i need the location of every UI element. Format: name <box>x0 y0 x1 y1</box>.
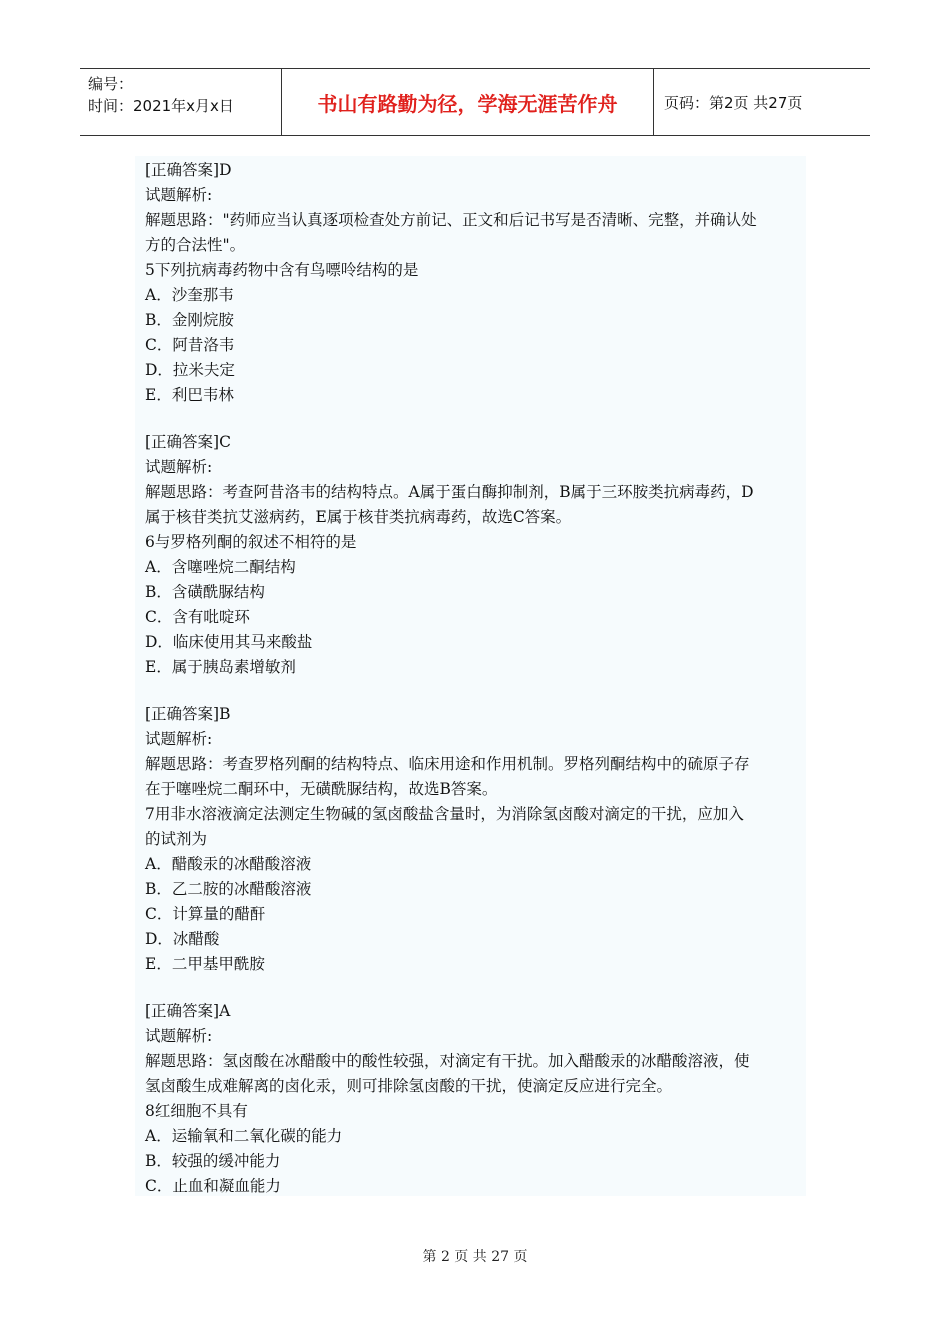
header-meta <box>80 69 282 135</box>
text-line: A．运输氧和二氧化碳的能力 <box>145 1127 343 1145</box>
header-motto: 书山有路勤为径，学海无涯苦作舟 <box>282 69 654 135</box>
text-line: 解题思路：考查罗格列酮的结构特点、临床用途和作用机制。罗格列酮结构中的硫原子存 <box>145 755 750 773</box>
text-line: C．止血和凝血能力 <box>145 1177 281 1195</box>
document-body <box>135 156 806 1196</box>
text-line: 试题解析: <box>145 1027 213 1045</box>
text-line: A．沙奎那韦 <box>145 286 234 304</box>
text-line: 属于核苷类抗艾滋病药，E属于核苷类抗病毒药，故选C答案。 <box>145 508 572 526</box>
text-line: D．拉米夫定 <box>145 361 235 379</box>
text-line: [正确答案]D <box>145 161 232 179</box>
doc-date-label: 时间：2021年x月x日 <box>88 97 234 115</box>
text-line: B．较强的缓冲能力 <box>145 1152 281 1170</box>
text-line: D．冰醋酸 <box>145 930 220 948</box>
text-line: C．阿昔洛韦 <box>145 336 235 354</box>
text-line: B．含磺酰脲结构 <box>145 583 265 601</box>
text-line: 解题思路：考查阿昔洛韦的结构特点。A属于蛋白酶抑制剂，B属于三环胺类抗病毒药，D <box>145 483 754 501</box>
text-line: C．含有吡啶环 <box>145 608 250 626</box>
text-line: 7用非水溶液滴定法测定生物碱的氢卤酸盐含量时，为消除氢卤酸对滴定的干扰，应加入 <box>145 805 744 823</box>
text-line: E．二甲基甲酰胺 <box>145 955 265 973</box>
header-page-info: 页码：第2页 共27页 <box>664 93 803 112</box>
text-line: B．金刚烷胺 <box>145 311 234 329</box>
text-line: 氢卤酸生成难解离的卤化汞，则可排除氢卤酸的干扰，使滴定反应进行完全。 <box>145 1077 673 1095</box>
text-line: 方的合法性"。 <box>145 236 246 254</box>
blank-spacer <box>145 408 806 430</box>
text-line: E．利巴韦林 <box>145 386 234 404</box>
text-line: D．临床使用其马来酸盐 <box>145 633 313 651</box>
text-line: 解题思路：氢卤酸在冰醋酸中的酸性较强，对滴定有干扰。加入醋酸汞的冰醋酸溶液，使 <box>145 1052 750 1070</box>
text-line: 6与罗格列酮的叙述不相符的是 <box>145 533 357 551</box>
text-line: 在于噻唑烷二酮环中，无磺酰脲结构，故选B答案。 <box>145 780 498 798</box>
text-line: C．计算量的醋酐 <box>145 905 266 923</box>
text-line: 8红细胞不具有 <box>145 1102 248 1120</box>
text-line: E．属于胰岛素增敏剂 <box>145 658 296 676</box>
text-line: 解题思路："药师应当认真逐项检查处方前记、正文和后记书写是否清晰、完整，并确认处 <box>145 211 757 229</box>
blank-spacer <box>145 680 806 702</box>
text-line: 试题解析: <box>145 730 213 748</box>
doc-code-label: 编号： <box>88 75 134 93</box>
text-line: A．含噻唑烷二酮结构 <box>145 558 296 576</box>
text-line: 的试剂为 <box>145 830 208 848</box>
text-line: A．醋酸汞的冰醋酸溶液 <box>145 855 312 873</box>
text-line: 试题解析: <box>145 458 213 476</box>
page-header <box>80 68 870 136</box>
text-line: [正确答案]A <box>145 1002 231 1020</box>
text-line: B．乙二胺的冰醋酸溶液 <box>145 880 312 898</box>
text-line: 5下列抗病毒药物中含有鸟嘌呤结构的是 <box>145 261 419 279</box>
page-footer: 第 2 页 共 27 页 <box>422 1249 528 1265</box>
text-line: 试题解析: <box>145 186 213 204</box>
blank-spacer <box>145 977 806 999</box>
text-line: [正确答案]B <box>145 705 231 723</box>
text-line: [正确答案]C <box>145 433 231 451</box>
